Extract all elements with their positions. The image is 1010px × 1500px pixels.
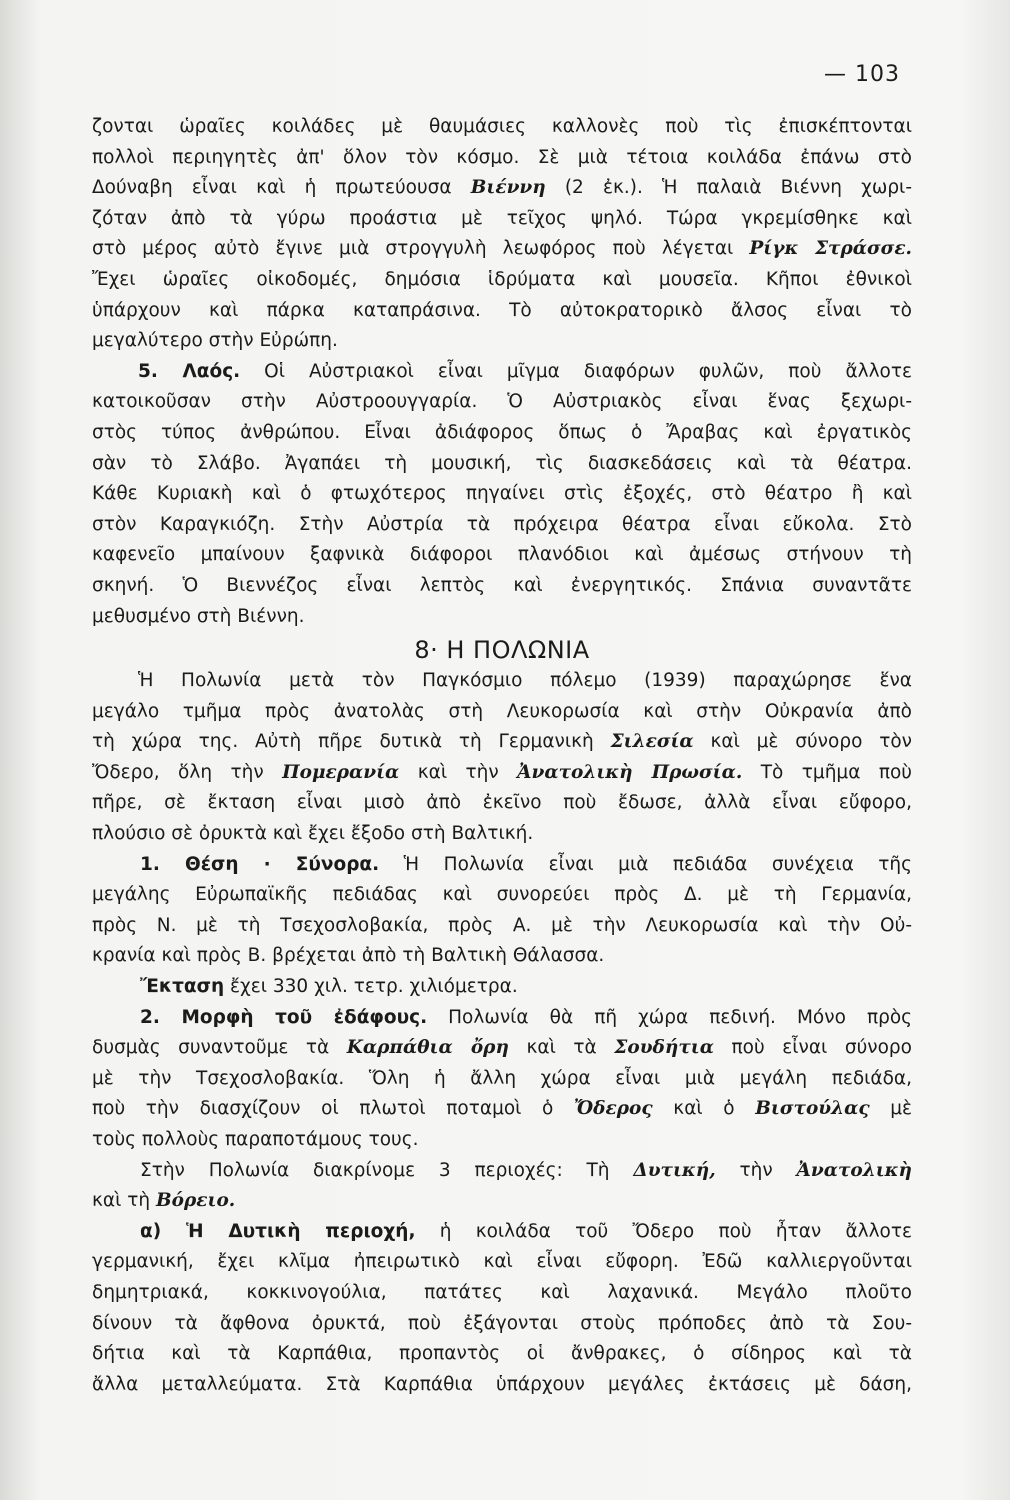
text-line: Ὄδερο, ὅλη τὴν Πομερανία καὶ τὴν Ἀνατολικὴ Πρωσία. Τὸ τμῆμα ποὺ	[92, 761, 912, 783]
text-line: μεγάλης Εὐρωπαϊκῆς πεδιάδας καὶ συνορεύει πρὸς Δ. μὲ τὴ Γερμανία,	[92, 884, 912, 906]
text-line: ζονται ὡραῖες κοιλάδες μὲ θαυμάσιες καλλονὲς ποὺ τὶς ἐπισκέπτονται	[92, 116, 912, 137]
text-line: καφενεῖο μπαίνουν ξαφνικὰ διάφοροι πλανόδιοι καὶ ἀμέσως στήνουν τὴ	[92, 544, 912, 566]
section-subheading: 2. Μορφὴ τοῦ ἐδάφους.	[140, 1006, 428, 1028]
section-subheading: Ἔκταση	[140, 976, 225, 998]
text-line: Στὴν Πολωνία διακρίνομε 3 περιοχές: Τὴ Δυτική, τὴν Ἀνατολικὴ	[140, 1159, 912, 1181]
section-subheading: 1. Θέση · Σύνορα.	[140, 853, 380, 875]
text-line: Δούναβη εἶναι καὶ ἡ πρωτεύουσα Βιέννη (2 ἐκ.). Ἡ παλαιὰ Βιέννη χωρι-	[92, 177, 912, 199]
text-line: δήτια καὶ τὰ Καρπάθια, προπαντὸς οἱ ἄνθρακες, ὁ σίδηρος καὶ τὰ	[92, 1343, 912, 1365]
text-line: τὴ χώρα της. Αὐτὴ πῆρε δυτικὰ τὴ Γερμανικὴ Σιλεσία καὶ μὲ σύνορο τὸν	[92, 731, 912, 753]
text-line: μεγάλο τμῆμα πρὸς ἀνατολὰς στὴ Λευκορωσία καὶ στὴν Οὐκρανία ἀπὸ	[92, 700, 912, 722]
text-line: στὸν Καραγκιόζη. Στὴν Αὐστρία τὰ πρόχειρα θέατρα εἶναι εὔκολα. Στὸ	[92, 513, 912, 535]
text-line: α) Ἡ Δυτικὴ περιοχή, ἡ κοιλάδα τοῦ Ὄδερο ποὺ ἦταν ἄλλοτε	[140, 1220, 912, 1242]
text-line: δημητριακά, κοκκινογούλια, πατάτες καὶ λαχανικά. Μεγάλο πλοῦτο	[92, 1281, 912, 1303]
text-line: 2. Μορφὴ τοῦ ἐδάφους. Πολωνία θὰ πῆ χώρα πεδινή. Μόνο πρὸς	[140, 1006, 912, 1028]
text-line: σὰν τὸ Σλάβο. Ἀγαπάει τὴ μουσική, τὶς διασκεδάσεις καὶ τὰ θέατρα.	[92, 452, 912, 474]
page-number: — 103	[824, 62, 900, 87]
place-name: Ἀνατολικὴ	[796, 1159, 912, 1181]
place-name: Καρπάθια ὄρη	[346, 1037, 509, 1059]
text-line: πῆρε, σὲ ἔκταση εἶναι μισὸ ἀπὸ ἐκεῖνο ποὺ ἔδωσε, ἀλλὰ εἶναι εὔφορο,	[92, 792, 912, 814]
place-name: Ρίγκ Στράσσε.	[749, 238, 912, 260]
text-line: καὶ τὴ Βόρειο.	[92, 1190, 236, 1212]
text-line: πολλοὶ περιηγητὲς ἀπ' ὅλον τὸν κόσμο. Σὲ μιὰ τέτοια κοιλάδα ἐπάνω στὸ	[92, 146, 912, 168]
text-line: δυσμὰς συναντοῦμε τὰ Καρπάθια ὄρη καὶ τὰ Σουδήτια ποὺ εἶναι σύνορο	[92, 1037, 912, 1059]
text-line: ἄλλα μεταλλεύματα. Στὰ Καρπάθια ὑπάρχουν μεγάλες ἐκτάσεις μὲ δάση,	[92, 1373, 912, 1395]
text-line: στὸ μέρος αὐτὸ ἔγινε μιὰ στρογγυλὴ λεωφόρος ποὺ λέγεται Ρίγκ Στράσσε.	[92, 238, 912, 260]
text-line: μὲ τὴν Τσεχοσλοβακία. Ὅλη ἡ ἄλλη χώρα εἶναι μιὰ μεγάλη πεδιάδα,	[92, 1067, 912, 1089]
page-body-text	[92, 112, 912, 1400]
place-name: Βιστούλας	[755, 1098, 870, 1120]
place-name: Σιλεσία	[610, 731, 694, 753]
text-line: Ἔκταση ἔχει 330 χιλ. τετρ. χιλιόμετρα.	[140, 976, 518, 998]
text-line: κατοικοῦσαν στὴν Αὐστροουγγαρία. Ὁ Αὐστριακὸς εἶναι ἕνας ξεχωρι-	[92, 391, 912, 413]
place-name: Βιέννη	[470, 177, 546, 199]
text-line: τοὺς πολλοὺς παραποτάμους τους.	[92, 1129, 419, 1150]
place-name: Ὄδερος	[574, 1098, 653, 1120]
text-line: μεγαλύτερο στὴν Εὐρώπη.	[92, 330, 338, 352]
text-line: ποὺ τὴν διασχίζουν οἱ πλωτοὶ ποταμοὶ ὁ Ὄδερος καὶ ὁ Βιστούλας μὲ	[92, 1098, 912, 1120]
place-name: Βόρειο.	[155, 1190, 236, 1212]
place-name: Δυτική,	[633, 1159, 716, 1181]
text-line: πρὸς Ν. μὲ τὴ Τσεχοσλοβακία, πρὸς Α. μὲ τὴν Λευκορωσία καὶ τὴν Οὐ-	[92, 914, 912, 936]
text-line: κρανία καὶ πρὸς Β. βρέχεται ἀπὸ τὴ Βαλτικὴ Θάλασσα.	[92, 945, 605, 967]
place-name: Ἀνατολικὴ Πρωσία.	[517, 761, 743, 783]
text-line: 1. Θέση · Σύνορα. Ἡ Πολωνία εἶναι μιὰ πεδιάδα συνέχεια τῆς	[140, 853, 912, 875]
section-subheading: 5. Λαός.	[138, 360, 241, 382]
text-line: ζόταν ἀπὸ τὰ γύρω προάστια μὲ τεῖχος ψηλό. Τώρα γκρεμίσθηκε καὶ	[92, 207, 912, 229]
text-line: Ἔχει ὡραῖες οἰκοδομές, δημόσια ἱδρύματα καὶ μουσεῖα. Κῆποι ἐθνικοὶ	[92, 268, 912, 290]
text-line: μεθυσμένο στὴ Βιέννη.	[92, 605, 305, 627]
text-line: 5. Λαός. Οἱ Αὐστριακοὶ εἶναι μῖγμα διαφόρων φυλῶν, ποὺ ἄλλοτε	[138, 360, 912, 382]
text-line: σκηνή. Ὁ Βιεννέζος εἶναι λεπτὸς καὶ ἐνεργητικός. Σπάνια συναντᾶτε	[92, 574, 912, 596]
place-name: Πομερανία	[282, 761, 400, 783]
place-name: Σουδήτια	[614, 1037, 714, 1059]
text-line: γερμανική, ἔχει κλῖμα ἠπειρωτικὸ καὶ εἶναι εὔφορη. Ἐδῶ καλλιεργοῦνται	[92, 1251, 912, 1273]
section-subheading: α) Ἡ Δυτικὴ περιοχή,	[140, 1220, 416, 1242]
text-line: δίνουν τὰ ἄφθονα ὀρυκτά, ποὺ ἐξάγονται στοὺς πρόποδες ἀπὸ τὰ Σου-	[92, 1312, 912, 1334]
chapter-heading: 8· Η ΠΟΛΩΝΙΑ	[414, 636, 590, 665]
text-line: Ἡ Πολωνία μετὰ τὸν Παγκόσμιο πόλεμο (1939) παραχώρησε ἕνα	[138, 670, 912, 692]
text-line: ὑπάρχουν καὶ πάρκα καταπράσινα. Τὸ αὐτοκρατορικὸ ἄλσος εἶναι τὸ	[92, 299, 912, 321]
text-line: στὸς τύπος ἀνθρώπου. Εἶναι ἀδιάφορος ὅπως ὁ Ἄραβας καὶ ἐργατικὸς	[92, 421, 912, 443]
text-line: πλούσιο σὲ ὀρυκτὰ καὶ ἔχει ἔξοδο στὴ Βαλτική.	[92, 823, 534, 845]
text-line: Κάθε Κυριακὴ καὶ ὁ φτωχότερος πηγαίνει στὶς ἐξοχές, στὸ θέατρο ἢ καὶ	[92, 483, 912, 505]
